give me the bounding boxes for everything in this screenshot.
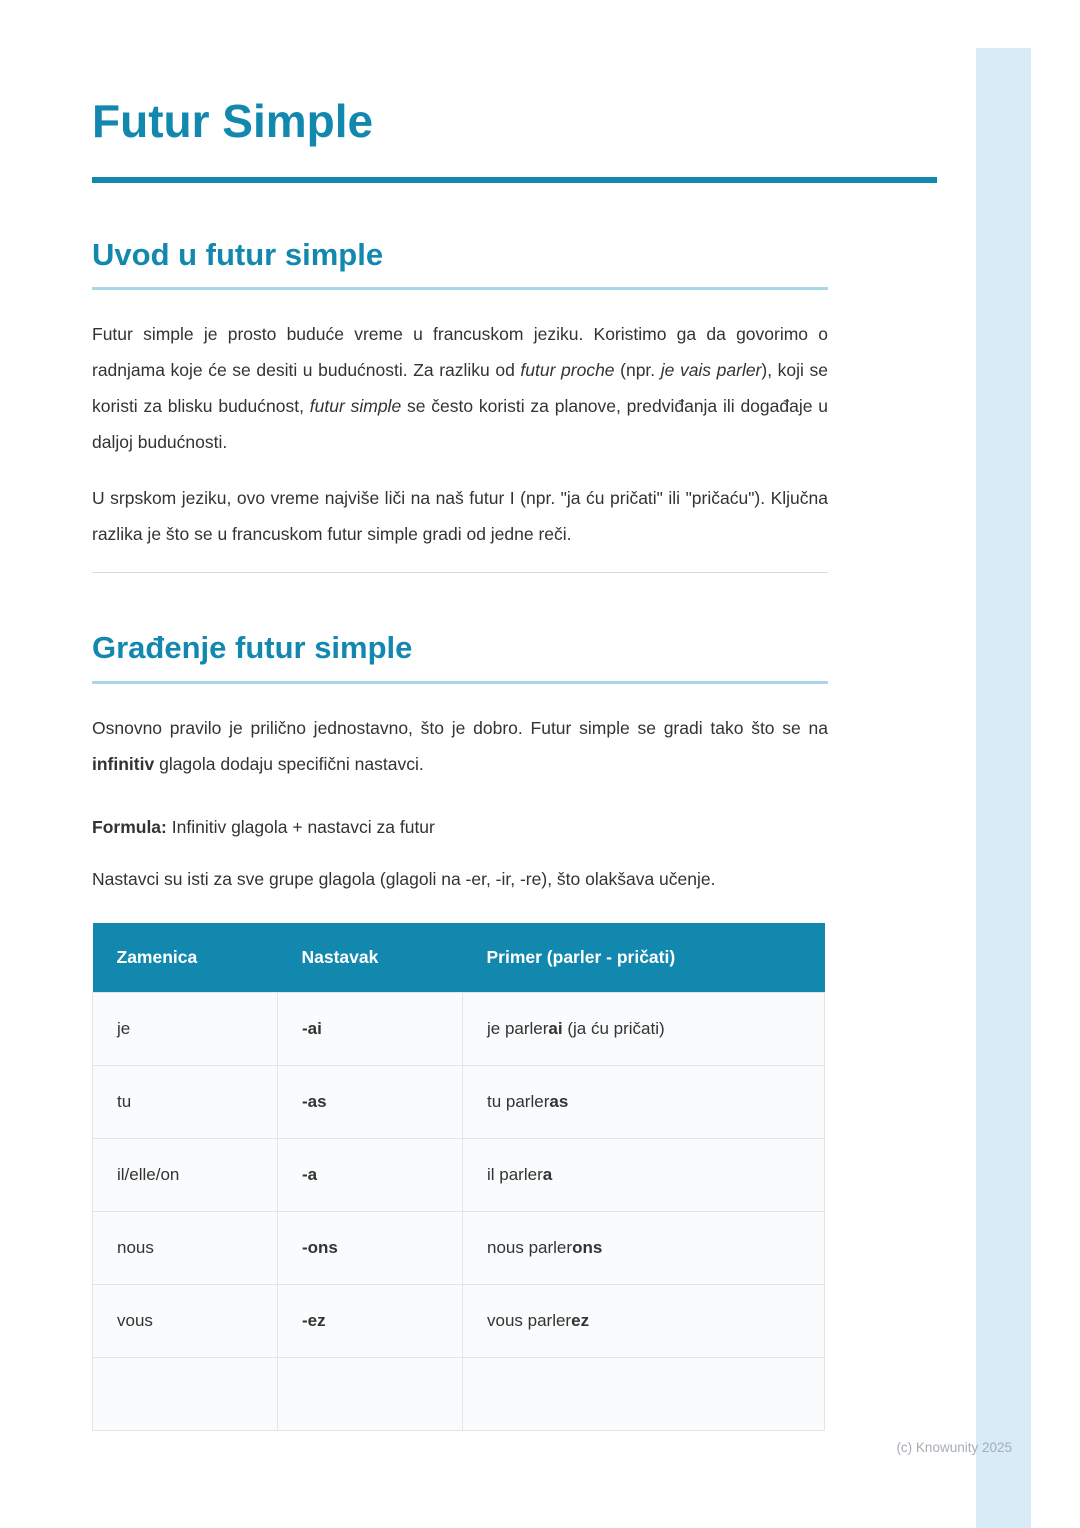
side-stripe	[976, 48, 1031, 1528]
table-row	[93, 993, 825, 1066]
content-column	[92, 0, 937, 1431]
section-uvod	[92, 237, 937, 553]
table-cell	[278, 1358, 463, 1431]
table-cell: tu	[93, 1066, 278, 1139]
table-cell: -ons	[278, 1212, 463, 1285]
section-gradjenje	[92, 630, 937, 1431]
paragraph: U srpskom jeziku, ovo vreme najviše liči na naš futur I (npr. "ja ću pričati" ili "pričaću"). Ključna razlika je što se u francuskom futur simple gradi od jedne reči.	[92, 488, 828, 545]
table-header-cell-nastavak: Nastavak	[278, 923, 463, 993]
table-row-partial	[93, 1358, 825, 1431]
title-rule	[92, 177, 937, 183]
section-underline	[92, 287, 828, 290]
table-cell: je parlerai (ja ću pričati)	[463, 993, 825, 1066]
table-cell: il parlera	[463, 1139, 825, 1212]
table-cell: vous	[93, 1285, 278, 1358]
paragraph: Nastavci su isti za sve grupe glagola (glagoli na -er, -ir, -re), što olakšava učenje.	[92, 868, 716, 889]
table-cell: vous parlerez	[463, 1285, 825, 1358]
section-underline	[92, 681, 828, 684]
table-row	[93, 1212, 825, 1285]
table-cell	[93, 1358, 278, 1431]
conjugation-table-body	[93, 993, 825, 1431]
paragraph: Futur simple je prosto buduće vreme u francuskom jeziku. Koristimo ga da govorimo o radnjama koje će se desiti u budućnosti. Za razliku od futur proche (npr. je vais parler), koji se koristi za blisku budućnost, futur simple se često koristi za planove, predviđanja ili događaje u daljoj budućnosti.	[92, 324, 829, 453]
table-cell: tu parleras	[463, 1066, 825, 1139]
table-row	[93, 1285, 825, 1358]
section-heading-gradjenje: Građenje futur simple	[92, 630, 413, 666]
section-heading-uvod: Uvod u futur simple	[92, 236, 384, 272]
table-row	[93, 1066, 825, 1139]
paragraph-formula: Formula: Infinitiv glagola + nastavci za futur	[92, 816, 435, 837]
table-header-cell-primer: Primer (parler - pričati)	[463, 923, 825, 993]
page-title: Futur Simple	[92, 95, 374, 147]
table-cell: nous	[93, 1212, 278, 1285]
table-cell	[463, 1358, 825, 1431]
table-cell: -ez	[278, 1285, 463, 1358]
table-cell: -a	[278, 1139, 463, 1212]
footer-credit: (c) Knowunity 2025	[896, 1440, 1012, 1455]
table-cell: -as	[278, 1066, 463, 1139]
table-row	[93, 1139, 825, 1212]
conjugation-table	[92, 923, 825, 1432]
table-header-row	[93, 923, 825, 993]
table-header-cell-zamenica: Zamenica	[93, 923, 278, 993]
table-cell: nous parlerons	[463, 1212, 825, 1285]
section-divider	[92, 572, 828, 573]
table-cell: -ai	[278, 993, 463, 1066]
table-cell: il/elle/on	[93, 1139, 278, 1212]
table-cell: je	[93, 993, 278, 1066]
paragraph: Osnovno pravilo je prilično jednostavno, što je dobro. Futur simple se gradi tako što se na infinitiv glagola dodaju specifični nastavci.	[92, 717, 828, 774]
